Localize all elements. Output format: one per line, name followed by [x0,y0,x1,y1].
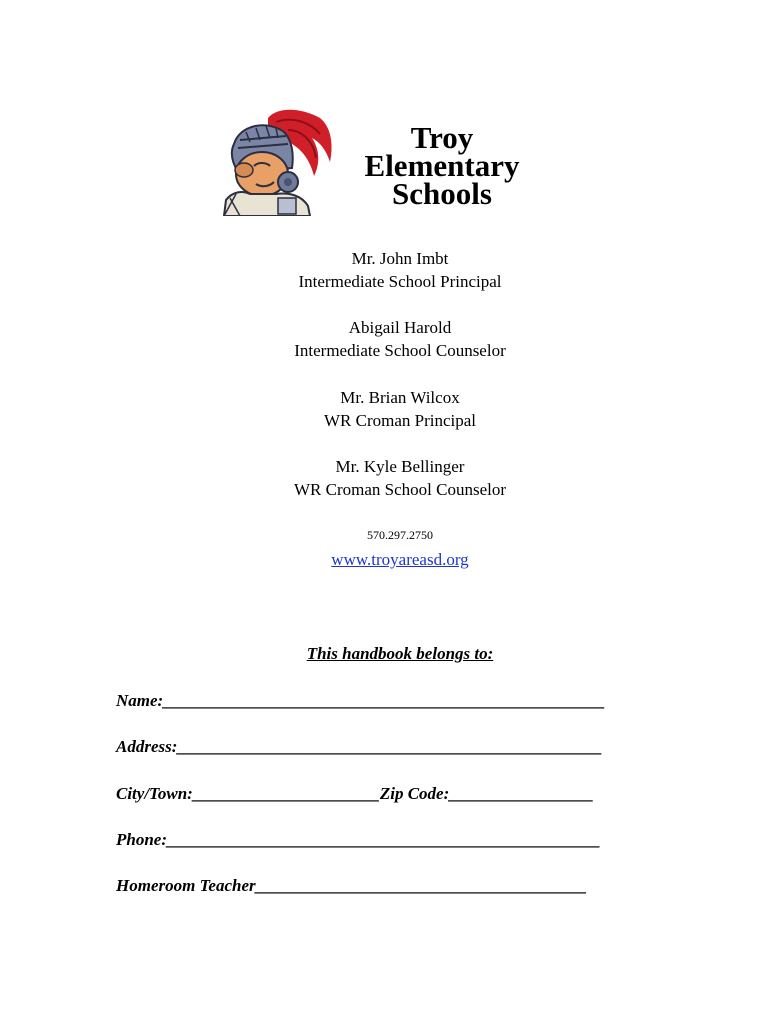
school-title-line: Troy [410,120,474,155]
address-field[interactable]: Address:__________________________________________________ [116,737,603,756]
staff-name: Mr. Kyle Bellinger [335,457,465,476]
staff-role: WR Croman School Counselor [293,480,506,499]
city-zip-field[interactable]: City/Town:______________________Zip Code:_________________ [116,784,594,803]
staff-role: Intermediate School Counselor [294,341,506,360]
phone-field[interactable]: Phone:___________________________________________________ [116,830,601,849]
school-title-line: Elementary [364,148,520,183]
staff-entry [200,316,600,362]
staff-role: WR Croman Principal [323,411,477,430]
name-field[interactable]: Name:____________________________________________________ [116,691,606,710]
staff-name: Mr. John Imbt [351,249,449,268]
staff-entry [200,247,600,293]
staff-entry [200,455,600,501]
phone-number: 570.297.2750 [367,528,433,542]
staff-name: Abigail Harold [348,318,452,337]
homeroom-teacher-field[interactable]: Homeroom Teacher_______________________________________ [116,876,588,895]
school-title-line: Schools [392,176,492,211]
knight-mascot-logo [216,106,336,216]
school-title [350,120,534,211]
staff-name: Mr. Brian Wilcox [340,388,460,407]
website-link[interactable]: www.troyareasd.org [331,550,469,569]
staff-entry [200,386,600,432]
staff-role: Intermediate School Principal [298,272,502,291]
owner-heading: This handbook belongs to: [306,644,494,663]
